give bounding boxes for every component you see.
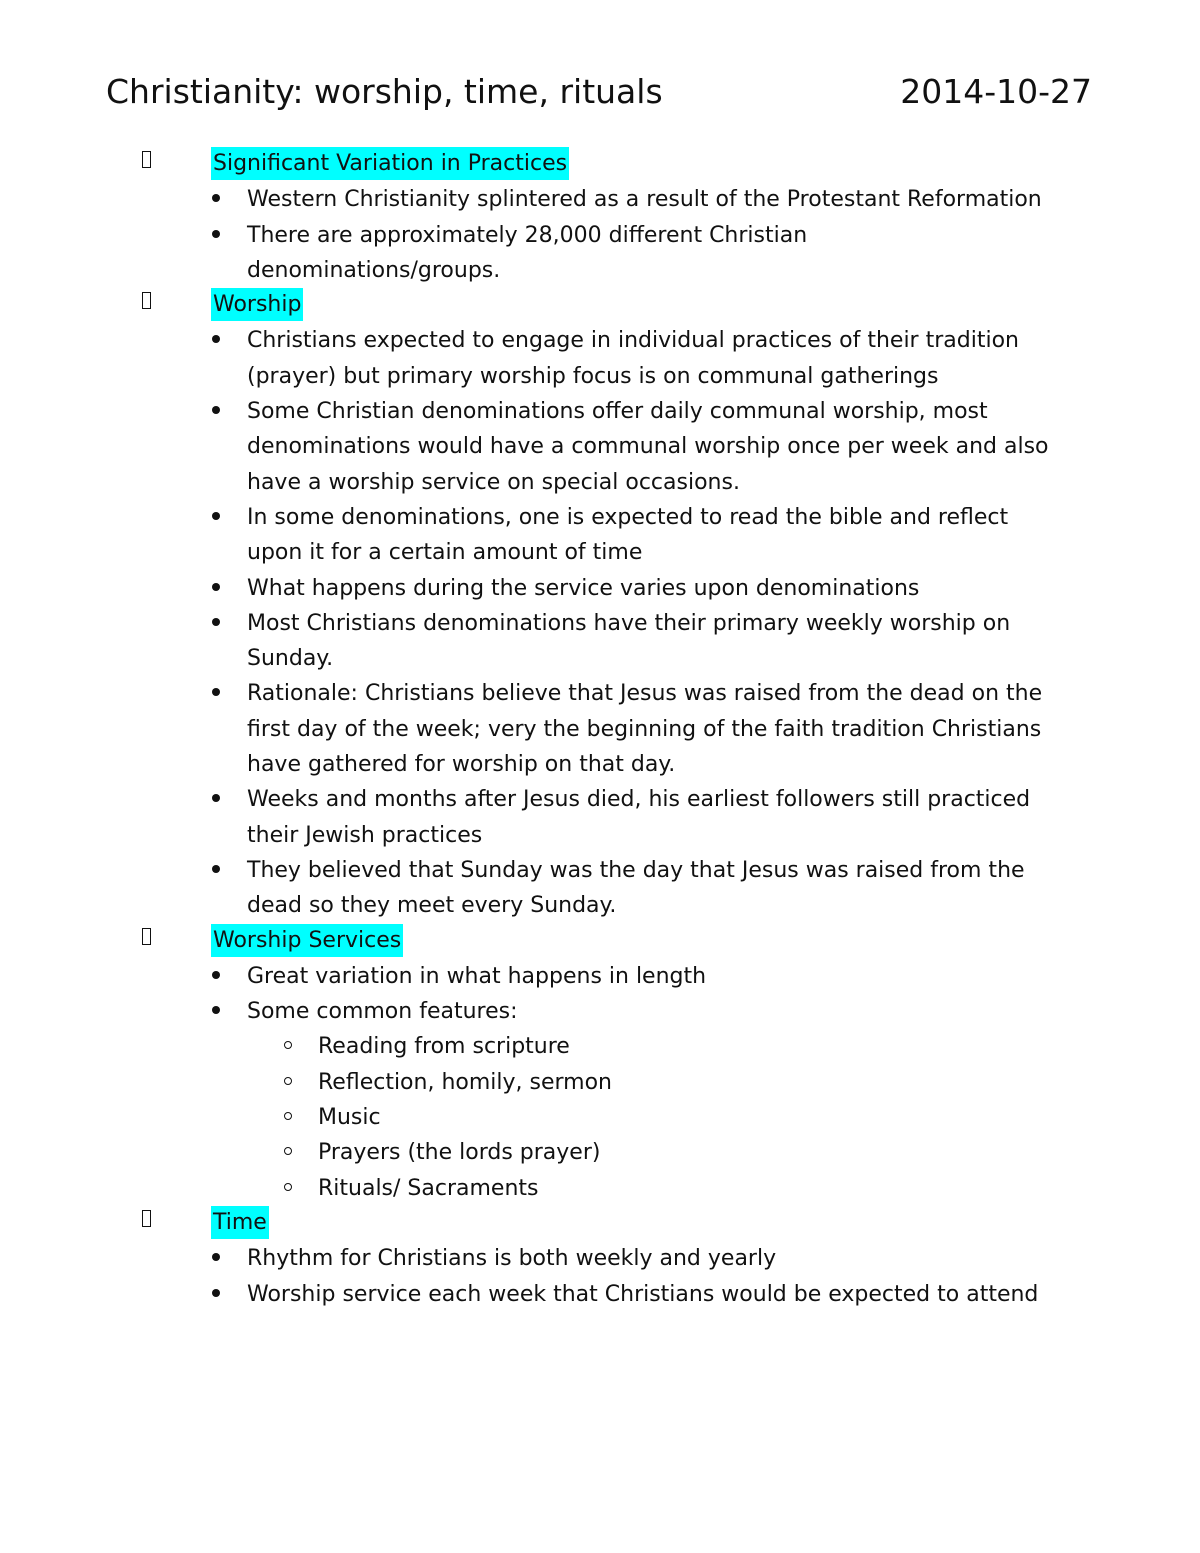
section-heading-time bbox=[0, 1206, 1200, 1241]
sub-bullet-list bbox=[0, 1029, 1200, 1205]
list-item: Christians expected to engage in individual practices of their tradition (prayer) but primary worship focus is on communal gatherings bbox=[0, 323, 1067, 394]
missing-glyph-box-icon bbox=[142, 151, 151, 168]
sub-list-item: Rituals/ Sacraments bbox=[0, 1171, 1200, 1206]
bullet-list bbox=[0, 323, 1200, 923]
sub-list-item: Music bbox=[0, 1100, 1200, 1135]
section-heading-worship-services bbox=[0, 924, 1200, 959]
list-item: Western Christianity splintered as a result of the Protestant Reformation bbox=[0, 182, 1067, 217]
missing-glyph-box-icon bbox=[142, 928, 151, 945]
section-heading-variation bbox=[0, 147, 1200, 182]
list-item: Some common features: bbox=[0, 994, 1067, 1029]
list-item: Weeks and months after Jesus died, his earliest followers still practiced their Jewish practices bbox=[0, 782, 1067, 853]
section-heading-text: Time bbox=[211, 1206, 269, 1239]
sub-list-item: Prayers (the lords prayer) bbox=[0, 1135, 1200, 1170]
list-item: They believed that Sunday was the day that Jesus was raised from the dead so they meet every Sunday. bbox=[0, 853, 1067, 924]
list-item: What happens during the service varies upon denominations bbox=[0, 571, 1067, 606]
list-item: Great variation in what happens in length bbox=[0, 959, 1067, 994]
list-item: Most Christians denominations have their primary weekly worship on Sunday. bbox=[0, 606, 1067, 677]
notes-body bbox=[0, 147, 1200, 1312]
missing-glyph-box-icon bbox=[142, 1210, 151, 1227]
list-item: In some denominations, one is expected to read the bible and reflect upon it for a certain amount of time bbox=[0, 500, 1067, 571]
section-heading-text: Worship Services bbox=[211, 924, 403, 957]
list-item: Some Christian denominations offer daily communal worship, most denominations would have a communal worship once per week and also have a worship service on special occasions. bbox=[0, 394, 1067, 500]
bullet-list bbox=[0, 959, 1200, 1030]
section-heading-text: Significant Variation in Practices bbox=[211, 147, 569, 180]
document-date: 2014-10-27 bbox=[900, 72, 1092, 111]
document-title: Christianity: worship, time, rituals bbox=[106, 72, 663, 111]
list-item: There are approximately 28,000 different Christian denominations/groups. bbox=[0, 218, 1067, 289]
list-item: Rhythm for Christians is both weekly and yearly bbox=[0, 1241, 1067, 1276]
list-item: Worship service each week that Christians would be expected to attend bbox=[0, 1277, 1067, 1312]
sub-list-item: Reflection, homily, sermon bbox=[0, 1065, 1200, 1100]
missing-glyph-box-icon bbox=[142, 292, 151, 309]
bullet-list bbox=[0, 1241, 1200, 1312]
section-heading-worship bbox=[0, 288, 1200, 323]
section-heading-text: Worship bbox=[211, 288, 303, 321]
bullet-list bbox=[0, 182, 1200, 288]
sub-list-item: Reading from scripture bbox=[0, 1029, 1200, 1064]
list-item: Rationale: Christians believe that Jesus was raised from the dead on the first day of the week; very the beginning of the faith tradition Christians have gathered for worship on that day. bbox=[0, 676, 1067, 782]
